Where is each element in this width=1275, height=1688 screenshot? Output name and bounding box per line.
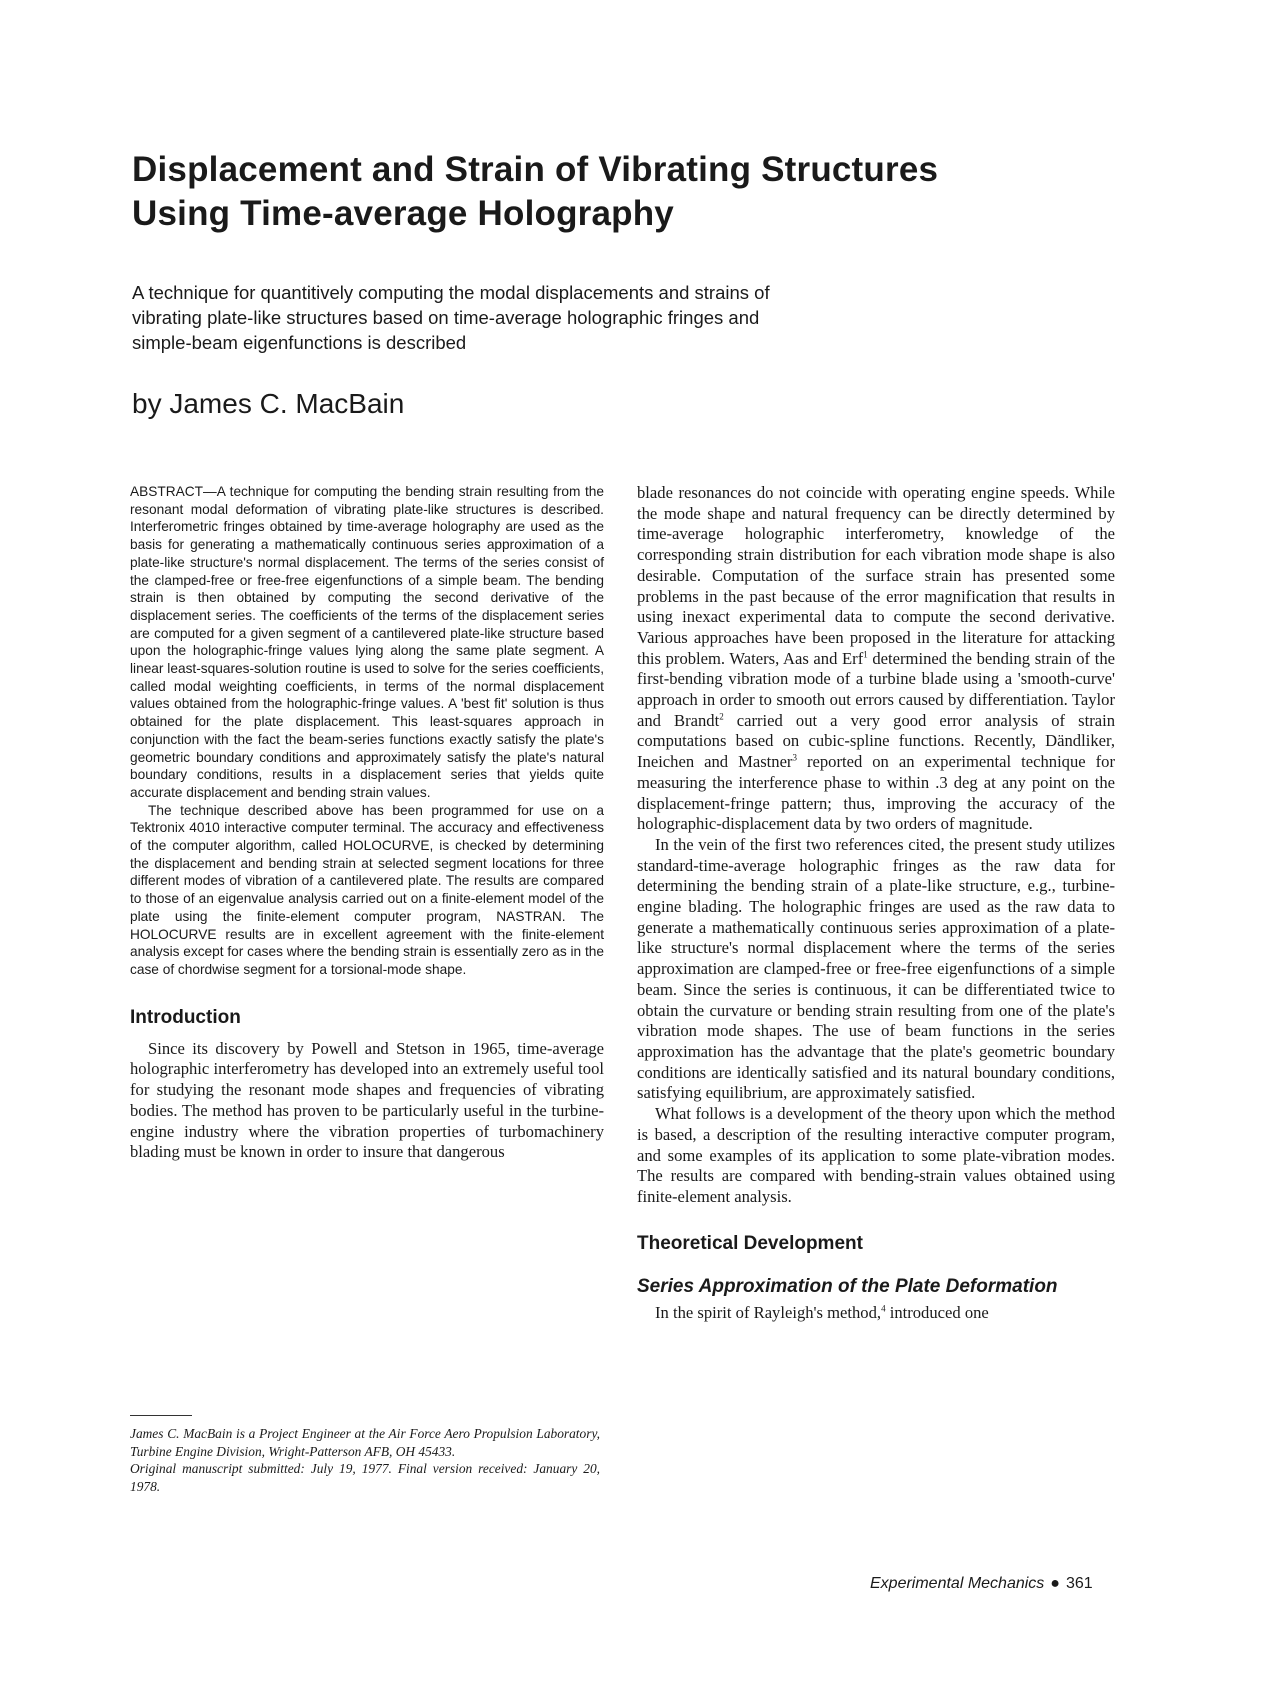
footnote-dates: Original manuscript submitted: July 19, 1977. Final version received: January 20, 1978. bbox=[130, 1461, 600, 1494]
body-paragraph: Since its discovery by Powell and Stetson in 1965, time-average holographic interferometry has developed into an extremely useful tool for studying the resonant mode shapes and frequencies of vibrating bodies. The method has proven to be particularly useful in the turbine-engine industry where the vibration properties of turbomachinery blading must be known in order to insure that dangerous bbox=[130, 1038, 604, 1162]
abstract-paragraph: The technique described above has been programmed for use on a Tektronix 4010 interactive computer terminal. The accuracy and effectiveness of the computer algorithm, called HOLOCURVE, is checked by determining the displacement and bending strain at selected segment locations for three different modes of vibration of a cantilevered plate. The results are compared to those of an eigenvalue analysis carried out on a finite-element model of the plate using the finite-element computer program, NASTRAN. The HOLOCURVE results are in excellent agreement with the finite-element analysis except for cases where the bending strain is essentially zero as in the case of chordwise segment for a torsional-mode shape. bbox=[130, 802, 604, 977]
article-title: Displacement and Strain of Vibrating Structures Using Time-average Holography bbox=[132, 150, 939, 233]
page-number: 361 bbox=[1065, 1575, 1093, 1592]
body-paragraph: blade resonances do not coincide with operating engine speeds. While the mode shape and natural frequency can be directly determined by time-average holographic interferometry, knowledge of the corresponding strain distribution for each vibration mode shape is also desirable. Computation of the surface strain has presented some problems in the past because of the error magnification that results in using inexact experimental data to compute the second derivative. Various approaches have been proposed in the literature for attacking this problem. Waters, Aas and Erf$^1$ determined the bending strain of the first-bending vibration mode of a turbine blade using a 'smooth-curve' approach in order to smooth out errors caused by differentiation. Taylor and Brandt$^2$ carried out a very good error analysis of strain computations based on cubic-spline functions. Recently, Dändliker, Ineichen and Mastner$^3$ reported on an experimental technique for measuring the interference phase to within .3 deg at any point on the displacement-fringe pattern; thus, improving the accuracy of the holographic-displacement data by two orders of magnitude. bbox=[637, 483, 1115, 834]
body-paragraph: In the spirit of Rayleigh's method,$^4$ introduced one bbox=[655, 1302, 989, 1322]
footnote-rule bbox=[130, 1415, 192, 1416]
page-footer bbox=[870, 1574, 1093, 1594]
right-column bbox=[637, 483, 1115, 1323]
section-heading-introduction: Introduction bbox=[130, 1006, 241, 1028]
author-footnote bbox=[130, 1425, 600, 1495]
reference-marker: 4 bbox=[881, 1303, 886, 1314]
reference-marker: 2 bbox=[719, 711, 724, 722]
abstract-paragraph: ABSTRACT—A technique for computing the bending strain resulting from the resonant modal deformation of vibrating plate-like structures is described. Interferometric fringes obtained by time-average holography are used as the basis for generating a mathematically continuous series approximation of a plate-like structure's normal displacement. The terms of the series consist of the clamped-free or free-free eigenfunctions of a simple beam. The bending strain is then obtained by computing the second derivative of the displacement series. The coefficients of the terms of the displacement series are computed for a given segment of a cantilevered plate-like structure based upon the holographic-fringe values lying along the same plate segment. A linear least-squares-solution routine is used to solve for the series coefficients, called modal weighting coefficients, in terms of the normal displacement values obtained from the holographic-fringe values. A 'best fit' solution is thus obtained for the plate displacement. This least-squares approach in conjunction with the fact the beam-series functions exactly satisfy the plate's geometric boundary conditions and approximately satisfy the plate's natural boundary conditions, results in a displacement series that yields quite accurate displacement and bending strain values. bbox=[130, 484, 604, 800]
body-paragraph: What follows is a development of the theory upon which the method is based, a description of the resulting interactive computer program, and some examples of its application to some plate-vibration modes. The results are compared with bending-strain values obtained using finite-element analysis. bbox=[637, 1104, 1115, 1206]
left-column bbox=[130, 483, 604, 1163]
bullet-icon: ● bbox=[1050, 1575, 1060, 1592]
author-byline: by James C. MacBain bbox=[132, 388, 405, 419]
section-heading-theoretical-development: Theoretical Development bbox=[637, 1232, 863, 1254]
body-paragraph: In the vein of the first two references cited, the present study utilizes standard-time-average holographic fringes as the raw data for determining the bending strain of a plate-like structure, e.g., turbine-engine blading. The holographic fringes are used as the raw data to generate a mathematically continuous series approximation of a plate-like structure's normal displacement where the terms of the series approximation are clamped-free or free-free eigenfunctions of a simple beam. Since the series is continuous, it can be differentiated twice to obtain the curvature or bending strain resulting from one of the plate's vibration mode shapes. The use of beam functions in the series approximation has the advantage that the plate's geometric boundary conditions are identically satisfied and its natural boundary conditions, satisfying equilibrium, are approximately satisfied. bbox=[637, 834, 1115, 1103]
reference-marker: 3 bbox=[792, 752, 797, 763]
reference-marker: 1 bbox=[863, 649, 868, 660]
subsection-heading: Series Approximation of the Plate Deformation bbox=[637, 1275, 1058, 1297]
footnote-affiliation: James C. MacBain is a Project Engineer at the Air Force Aero Propulsion Laboratory, Turbine Engine Division, Wright-Patterson AFB, OH 45433. bbox=[130, 1426, 600, 1459]
article-subtitle: A technique for quantitively computing the modal displacements and strains of vibrating plate-like structures based on time-average holographic fringes and simple-beam eigenfunctions is described bbox=[132, 282, 770, 353]
journal-name: Experimental Mechanics bbox=[870, 1575, 1045, 1592]
